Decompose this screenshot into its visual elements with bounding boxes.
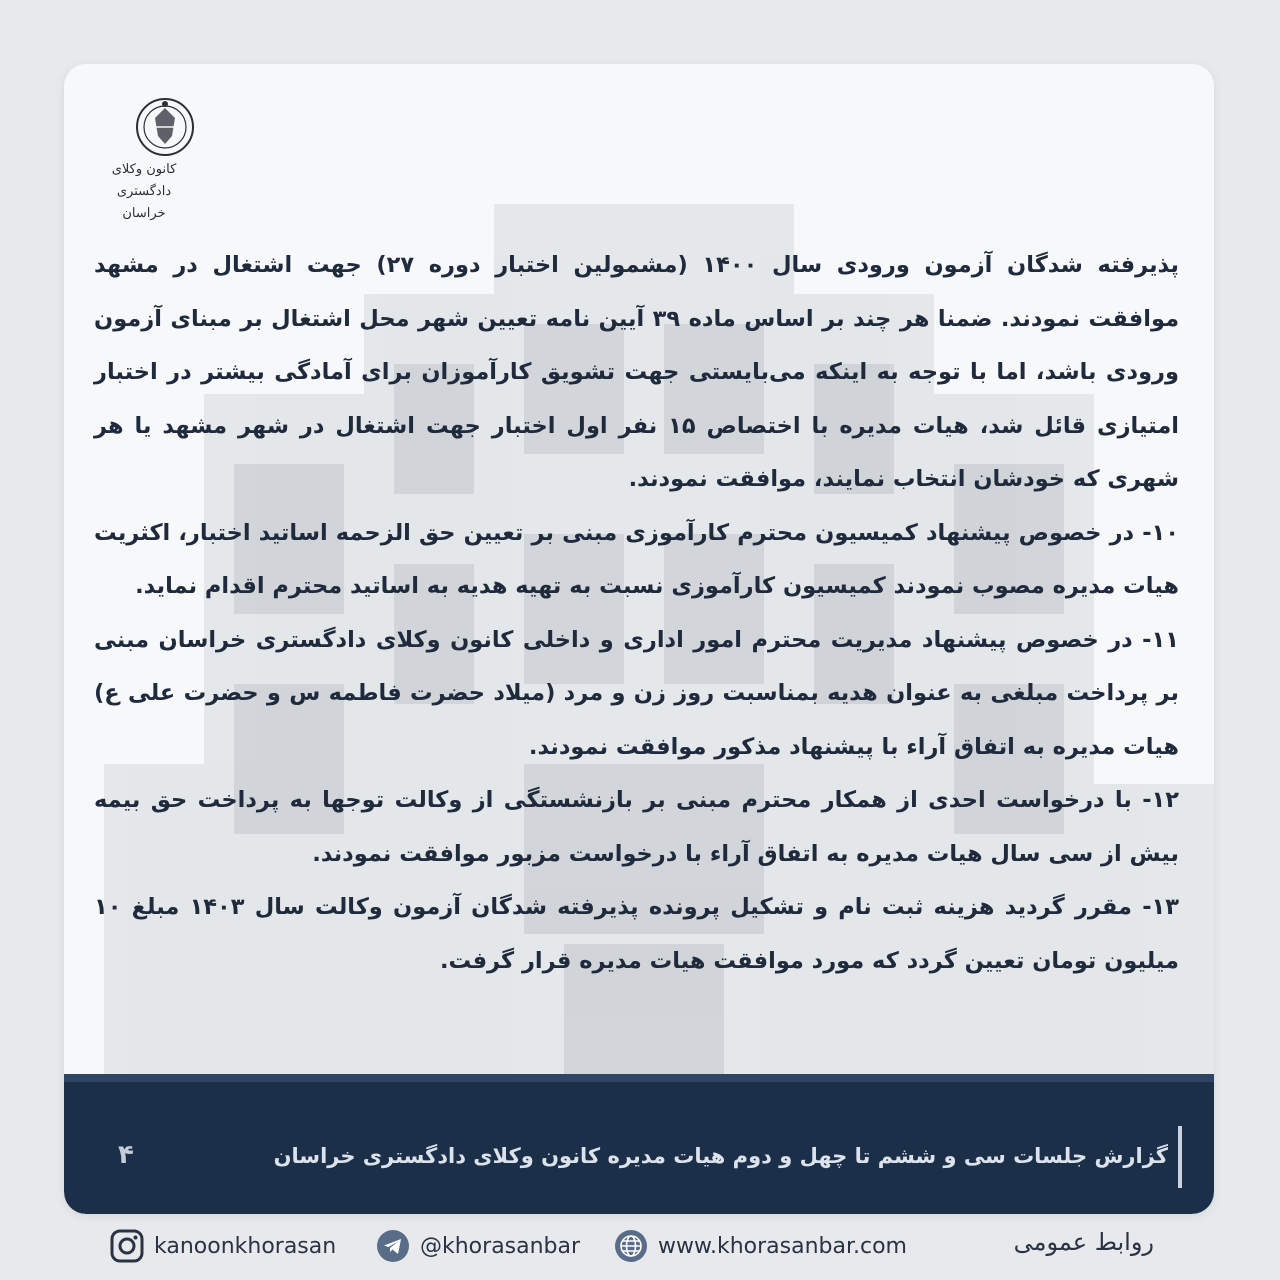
emblem-caption-line-1: کانون وکلای دادگستری — [111, 162, 177, 199]
telegram-link[interactable] — [376, 1222, 580, 1270]
emblem-caption — [84, 159, 204, 225]
public-relations-label: روابط عمومی — [1013, 1228, 1154, 1256]
paragraph-item-10: ۱۰- در خصوص پیشنهاد کمیسیون محترم کارآموزی مبنی بر تعیین حق الزحمه اساتید اختبار، اکثریت هیات مدیره مصوب نمودند کمیسیون کارآموزی نسبت به تهیه هدیه به اساتید محترم اقدام نماید. — [94, 519, 1179, 599]
paragraph-item-13: ۱۳- مقرر گردید هزینه ثبت نام و تشکیل پرونده پذیرفته شدگان آزمون وکالت سال ۱۴۰۳ مبلغ ۱۰ میلیون تومان تعیین گردد که مورد موافقت هیات مدیره قرار گرفت. — [94, 894, 1179, 974]
instagram-icon — [110, 1229, 144, 1263]
footer-accent-strip — [64, 1074, 1214, 1082]
website-url: www.khorasanbar.com — [658, 1233, 907, 1259]
report-body — [94, 239, 1179, 988]
footer-divider — [1178, 1126, 1182, 1188]
social-links-row — [0, 1222, 1280, 1272]
emblem-caption-line-2: خراسان — [122, 206, 166, 221]
report-title: گزارش جلسات سی و ششم تا چهل و دوم هیات مدیره کانون وکلای دادگستری خراسان — [273, 1144, 1168, 1168]
website-link[interactable] — [614, 1222, 907, 1270]
telegram-icon — [376, 1229, 410, 1263]
footer-band — [64, 1074, 1214, 1214]
paragraph-item-11: ۱۱- در خصوص پیشنهاد مدیریت محترم امور اداری و داخلی کانون وکلای دادگستری خراسان مبنی بر پرداخت مبلغی به عنوان هدیه بمناسبت روز زن و مرد (میلاد حضرت فاطمه س و حضرت علی ع) هیات مدیره به اتفاق آراء با پیشنهاد مذکور موافقت نمودند. — [94, 626, 1179, 760]
telegram-handle: @khorasanbar — [420, 1233, 581, 1259]
paragraph-item-12: ۱۲- با درخواست احدی از همکار محترم مبنی بر بازنشستگی از وکالت توجها به پرداخت حق بیمه بیش از سی سال هیات مدیره به اتفاق آراء با درخواست مزبور موافقت نمودند. — [94, 787, 1179, 867]
instagram-handle: kanoonkhorasan — [154, 1233, 337, 1259]
globe-icon — [614, 1229, 648, 1263]
report-card — [64, 64, 1214, 1214]
paragraph-admission: پذیرفته شدگان آزمون ورودی سال ۱۴۰۰ (مشمولین اختبار دوره ۲۷) جهت اشتغال در مشهد موافقت نمودند. ضمنا هر چند بر اساس ماده ۳۹ آیین نامه تعیین شهر محل اشتغال بر مبنای آزمون ورودی باشد، اما با توجه به اینکه می‌بایستی جهت تشویق کارآموزان برای آمادگی بیشتر در اختبار امتیازی قائل شد، هیات مدیره با اختصاص ۱۵ نفر اول اختبار جهت اشتغال در شهر مشهد یا هر شهری که خودشان انتخاب نمایند، موافقت نمودند. — [94, 252, 1180, 492]
page-number: ۴ — [118, 1140, 134, 1170]
instagram-link[interactable] — [110, 1222, 336, 1270]
